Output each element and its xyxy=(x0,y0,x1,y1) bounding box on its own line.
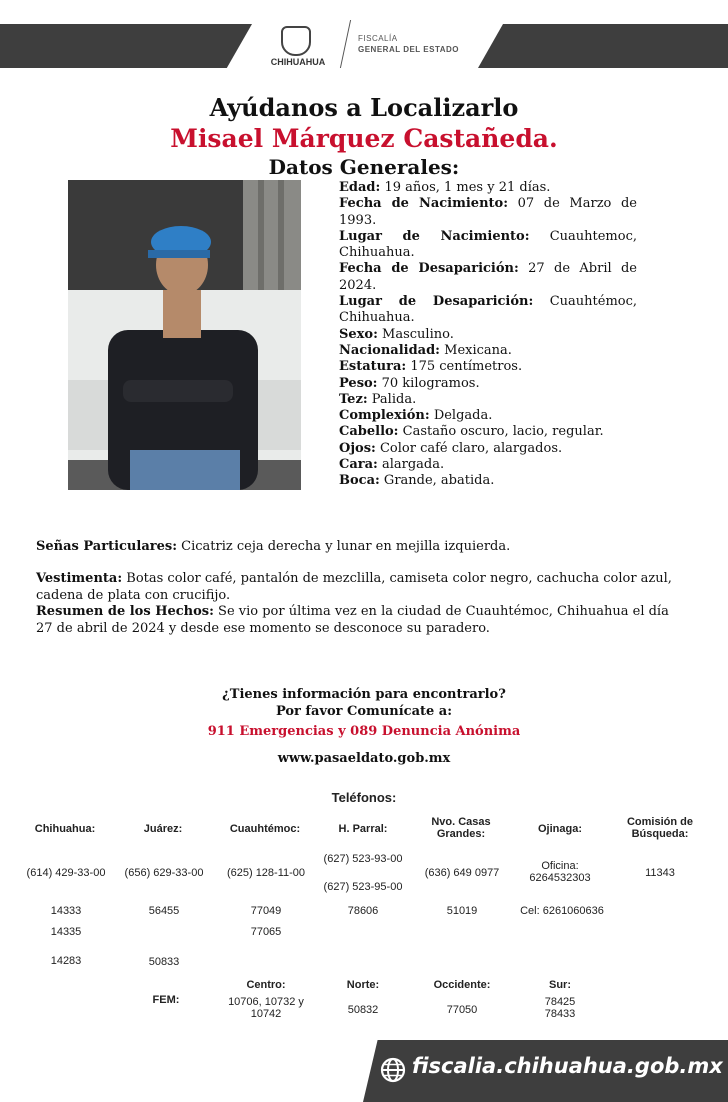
header-comision-busqueda: Comisión de Búsqueda: xyxy=(626,816,693,840)
phone-juarez: (656) 629-33-00 xyxy=(124,867,204,879)
fem-header-occidente: Occidente: xyxy=(433,979,491,991)
header-parral: H. Parral: xyxy=(338,823,388,835)
data-row-cara: Cara: alargada. xyxy=(339,457,445,473)
header-cuauhtemoc: Cuauhtémoc: xyxy=(229,823,301,835)
org-line-1: FISCALÍA xyxy=(358,34,398,43)
ext-nvo-casas-grandes: 51019 xyxy=(446,905,478,917)
org-line-2: GENERAL DEL ESTADO xyxy=(358,45,460,54)
page-title: Ayúdanos a Localizarlo xyxy=(209,93,519,122)
phone-comision: 11343 xyxy=(645,867,675,879)
emergency-numbers: 911 Emergencias y 089 Denuncia Anónima xyxy=(207,724,521,739)
fem-header-centro: Centro: xyxy=(246,979,286,991)
data-row-cabello: Cabello: Castaño oscuro, lacio, regular. xyxy=(339,424,604,440)
fem-centro-values: 10706, 10732 y 10742 xyxy=(228,996,304,1020)
ext-juarez-2: 50833 xyxy=(148,956,180,968)
vestimenta: Vestimenta: Botas color café, pantalón de mezclilla, camiseta color negro, cachucha color azul, cadena de plata con crucifijo. xyxy=(36,571,672,603)
data-row-tez: Tez: Palida. xyxy=(339,391,417,407)
data-row-nacionalidad: Nacionalidad: Mexicana. xyxy=(339,342,512,358)
contact-question: ¿Tienes información para encontrarlo? xyxy=(222,687,506,702)
globe-icon xyxy=(380,1057,406,1083)
phone-ojinaga-oficina: Oficina: 6264532303 xyxy=(529,860,591,884)
state-name: CHIHUAHUA xyxy=(270,57,326,67)
fem-header-norte: Norte: xyxy=(346,979,380,991)
fem-sur-values: 78425 78433 xyxy=(544,996,576,1020)
fem-header-sur: Sur: xyxy=(549,979,571,991)
missing-person-photo xyxy=(68,180,301,490)
data-row-sexo: Sexo: Masculino. xyxy=(339,326,454,342)
contact-call: Por favor Comunícate a: xyxy=(275,704,453,719)
fem-norte-value: 50832 xyxy=(347,1004,379,1016)
data-row-lugar-nacimiento: Lugar de Nacimiento: Cuauhtemoc, Chihuahua. xyxy=(339,228,637,261)
ext-chihuahua-3: 14283 xyxy=(50,955,82,967)
ext-juarez-1: 56455 xyxy=(148,905,180,917)
header-bar-left xyxy=(0,24,252,68)
ext-parral: 78606 xyxy=(347,905,379,917)
resumen-hechos: Resumen de los Hechos: Se vio por última vez en la ciudad de Cuauhtémoc, Chihuahua el día 27 de abril de 2024 y desde ese momento se desconoce su paradero. xyxy=(36,604,669,636)
person-name: Misael Márquez Castañeda. xyxy=(170,124,558,153)
header-nvo-casas-grandes: Nvo. Casas Grandes: xyxy=(431,816,491,840)
ext-cuauhtemoc-1: 77049 xyxy=(250,905,282,917)
ext-cuauhtemoc-2: 77065 xyxy=(250,926,282,938)
ext-chihuahua-1: 14333 xyxy=(50,905,82,917)
data-row-complexion: Complexión: Delgada. xyxy=(339,408,493,424)
fem-label: FEM: xyxy=(152,994,180,1006)
data-row-fecha-desaparicion: Fecha de Desaparición: 27 de Abril de 2024. xyxy=(339,261,638,293)
section-title: Datos Generales: xyxy=(268,155,460,179)
state-shield-icon xyxy=(281,26,311,56)
data-row-nacimiento: Fecha de Nacimiento: 07 de Marzo de 1993. xyxy=(339,196,637,228)
header-juarez: Juárez: xyxy=(143,823,183,835)
data-row-estatura: Estatura: 175 centímetros. xyxy=(339,359,523,375)
phone-cuauhtemoc: (625) 128-11-00 xyxy=(226,867,306,879)
data-row-lugar-desaparicion: Lugar de Desaparición: Cuauhtémoc, Chihuahua. xyxy=(339,294,638,326)
data-row-boca: Boca: Grande, abatida. xyxy=(339,473,495,489)
logo-divider xyxy=(340,20,351,68)
header-bar-right xyxy=(478,24,728,68)
header-chihuahua: Chihuahua: xyxy=(34,823,96,835)
phone-parral-1: (627) 523-93-00 xyxy=(323,853,403,865)
data-row-edad: Edad: 19 años, 1 mes y 21 días. xyxy=(339,180,551,195)
phone-parral-2: (627) 523-95-00 xyxy=(323,881,403,893)
senas-particulares: Señas Particulares: Cicatriz ceja derecha y lunar en mejilla izquierda. xyxy=(36,539,511,554)
data-row-ojos: Ojos: Color café claro, alargados. xyxy=(339,440,563,456)
fem-occidente-value: 77050 xyxy=(446,1004,478,1016)
phone-chihuahua: (614) 429-33-00 xyxy=(26,867,106,879)
header-ojinaga: Ojinaga: xyxy=(537,823,582,835)
general-data xyxy=(339,180,637,490)
phone-ojinaga-cel: Cel: 6261060636 xyxy=(520,905,604,917)
website-link[interactable]: www.pasaeldato.gob.mx xyxy=(277,751,451,766)
phone-nvo-casas-grandes: (636) 649 0977 xyxy=(424,867,500,879)
phones-title: Teléfonos: xyxy=(331,790,397,805)
ext-chihuahua-2: 14335 xyxy=(50,926,82,938)
data-row-peso: Peso: 70 kilogramos. xyxy=(339,375,480,391)
footer-url[interactable]: fiscalia.chihuahua.gob.mx xyxy=(412,1054,723,1078)
